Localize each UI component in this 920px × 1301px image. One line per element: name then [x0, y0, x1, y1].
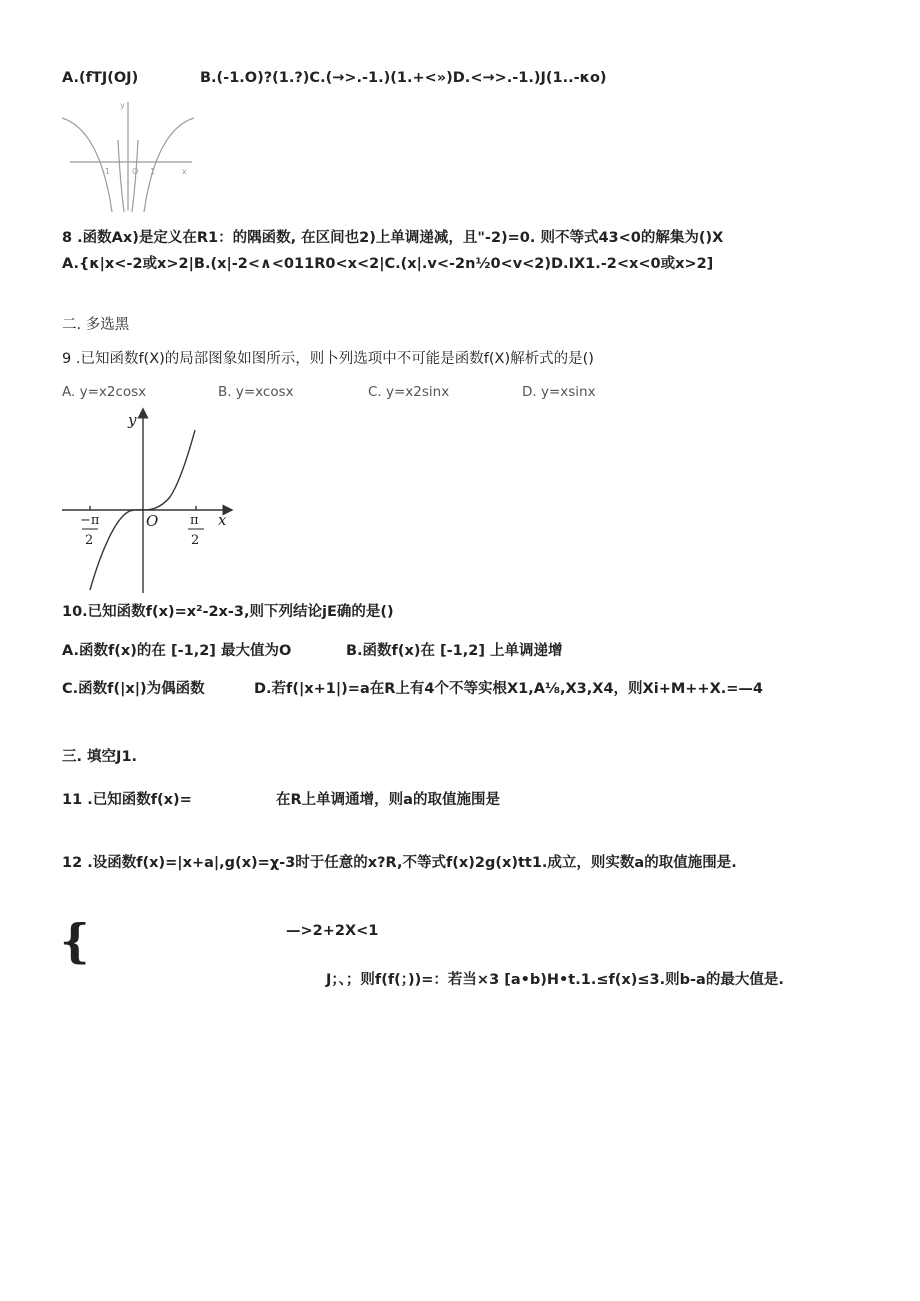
q7-options-bcd: B.(-1.O)?(1.?)C.(→>.-1.)(1.+<»)D.<→>.-1.)J(1..-κo): [200, 70, 607, 86]
q10-option-a: A.函数f(x)的在 [-1,2] 最大值为O: [62, 643, 292, 659]
q9-option-c: C. y=x2sinx: [368, 384, 450, 400]
graph2-origin-label: O: [146, 512, 159, 530]
q9-option-b: B. y=xcosx: [218, 384, 294, 400]
graph1-neg1-label: -1: [102, 167, 110, 176]
q10-option-d: D.若f(|x+1|)=a在R上有4个不等实根X1,A⅛,X3,X4，则Xi+M++X.=—4: [254, 681, 763, 697]
piecewise-brace: {: [60, 914, 90, 968]
graph2-x-label: x: [218, 511, 227, 529]
q8-stem: 8 .函数Ax)是定义在R1：的隅函数, 在区间也2)上单调递减，且"-2)=0. 则不等式43<0的解集为()X: [62, 230, 724, 246]
q11-stem-right: 在R上单调通增，则a的取值施围是: [276, 792, 500, 808]
q9-option-a: A. y=x2cosx: [62, 384, 147, 400]
graph2-neg-den-label: 2: [85, 533, 94, 548]
q9-stem: 9 .已知函数f(X)的局部图象如图所示，则卜列选项中不可能是函数f(X)解析式的是(): [62, 351, 594, 367]
q11-stem-left: 11 .已知函数f(x)=: [62, 792, 192, 808]
graph2-pos-den-label: 2: [191, 533, 200, 548]
q12-stem: 12 .设函数f(x)=|x+a|,g(x)=χ-3时于任意的x?R,不等式f(x)2g(x)tt1.成立，则实数a的取值施围是.: [62, 855, 737, 871]
graph1-curve-right-outer: [144, 118, 194, 212]
graph-1: [60, 100, 200, 210]
q13-stem: J；、；则f(f(；))=：若当×3 [a•b)H•t.1.≤f(x)≤3.则b-a的最大值是.: [326, 972, 784, 988]
graph1-origin-label: O: [132, 167, 139, 176]
q10-option-c: C.函数f(|x|)为偶函数: [62, 681, 205, 697]
q13-piece-top: —>2+2X<1: [286, 923, 379, 939]
q9-option-d: D. y=xsinx: [522, 384, 596, 400]
graph1-x-label: x: [182, 167, 187, 176]
graph1-curve-right-inner: [132, 140, 138, 212]
graph2-neg-pi-label: −π: [80, 513, 100, 528]
graph2-y-label: y: [128, 411, 137, 429]
section-3-title: 三. 填空J1.: [62, 749, 138, 765]
q8-options: A.{κ|x<-2或x>2|B.(x|-2<∧<011R0<x<2|C.(x|.v<-2n½0<v<2)D.IX1.-2<x<0或x>2]: [62, 256, 714, 272]
graph1-curve-left-inner: [118, 140, 124, 212]
graph1-y-label: y: [120, 101, 125, 110]
section-2-title: 二. 多选黑: [62, 317, 130, 333]
q10-stem: 10.已知函数f(x)=x²-2x-3,则下列结论jE确的是(): [62, 604, 394, 620]
graph-2: [60, 405, 240, 595]
q7-option-a: A.(fTJ(OJ): [62, 70, 139, 86]
graph1-pos1-label: 1: [150, 167, 156, 176]
graph2-pos-pi-label: π: [190, 513, 199, 528]
q10-option-b: B.函数f(x)在 [-1,2] 上单调递增: [346, 643, 563, 659]
graph1-curve-left-outer: [62, 118, 112, 212]
